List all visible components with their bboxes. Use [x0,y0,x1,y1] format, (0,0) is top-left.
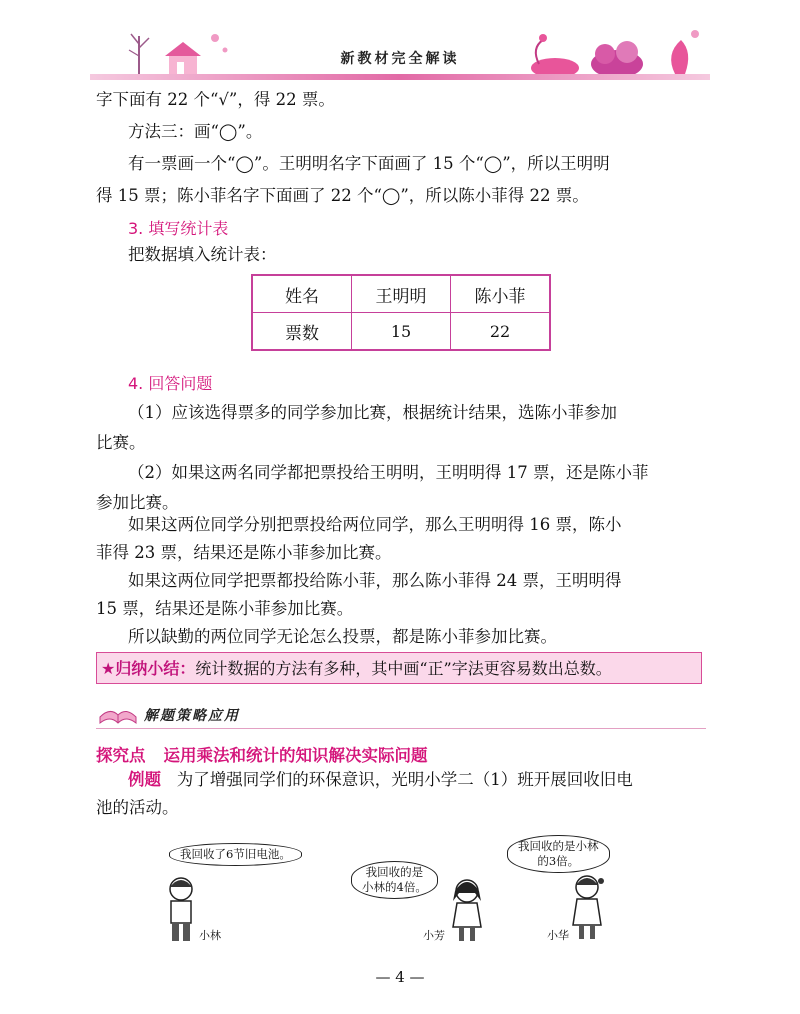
speech-bubble [507,835,610,873]
explore-label: 探究点 [96,746,146,765]
house-tree-decoration-icon [125,22,235,78]
table-row [252,313,550,351]
speech-text: 的3倍。 [537,854,580,868]
example-line2: 池的活动。 [96,798,179,817]
table-cell: 王明明 [352,275,451,313]
kid-name: 小芳 [423,929,445,942]
table-cell: 陈小菲 [451,275,551,313]
table-cell: 票数 [252,313,352,351]
example-line1 [128,769,738,791]
method3-title: 方法三：画“◯”。 [128,122,263,141]
section4-heading: 4. 回答问题 [128,374,213,393]
section3-intro: 把数据填入统计表： [128,245,277,264]
table-cell: 姓名 [252,275,352,313]
kid-name: 小林 [199,929,221,942]
example-illustration [155,825,645,950]
method3-line1: 有一票画一个“◯”。王明明名字下面画了 15 个“◯”，所以王明明 [128,154,610,173]
section3-heading: 3. 填写统计表 [128,219,229,238]
divider [96,728,706,729]
statistics-table [251,274,551,351]
answer-line: 比赛。 [96,433,146,452]
table-cell: 15 [352,313,451,351]
page-header [90,18,710,90]
speech-bubble [169,843,302,866]
strategy-title: 解题策略应用 [144,708,240,724]
summary-text: 统计数据的方法有多种，其中画“正”字法更容易数出总数。 [195,659,612,678]
page-number: — 4 — [375,968,425,986]
speech-text: 我回收了6节旧电池。 [180,847,291,861]
explore-point [96,742,428,766]
example-text: 为了增强同学们的环保意识，光明小学二（1）班开展回收旧电 [176,770,633,789]
method3-line2: 得 15 票；陈小菲名字下面画了 22 个“◯”，所以陈小菲得 22 票。 [96,186,589,205]
answer-line: 15 票，结果还是陈小菲参加比赛。 [96,599,354,618]
answer-line: 菲得 23 票，结果还是陈小菲参加比赛。 [96,543,392,562]
kid-name: 小华 [547,929,569,942]
speech-text: 小林的4倍。 [362,880,427,894]
speech-text: 我回收的是小林 [518,839,599,853]
speech-text: 我回收的是 [365,865,424,879]
table-row [252,275,550,313]
table-cell: 22 [451,313,551,351]
answer-line: 所以缺勤的两位同学无论怎么投票，都是陈小菲参加比赛。 [128,627,557,646]
header-bar [90,74,710,80]
answer-line: （1）应该选得票多的同学参加比赛，根据统计结果，选陈小菲参加 [128,403,617,422]
example-label: 例题 [128,770,161,789]
answer-line: 参加比赛。 [96,493,179,512]
speech-bubble [351,861,438,899]
answer-line: 如果这两位同学把票都投给陈小菲，那么陈小菲得 24 票，王明明得 [128,571,622,590]
strategy-banner [96,701,296,727]
method2-tail: 字下面有 22 个“√”，得 22 票。 [96,90,335,109]
open-book-icon [96,701,140,727]
header-title: 新教材完全解读 [340,51,460,67]
explore-title: 运用乘法和统计的知识解决实际问题 [163,746,428,765]
summary-tag: ★归纳小结： [101,659,196,678]
girl-figure-icon [565,873,609,943]
flower-decoration-icon [525,24,705,80]
girl-figure-icon [445,877,489,943]
answer-line: （2）如果这两名同学都把票投给王明明，王明明得 17 票，还是陈小菲 [128,463,649,482]
answer-line: 如果这两位同学分别把票投给两位同学，那么王明明得 16 票，陈小 [128,515,622,534]
summary-box [96,652,702,684]
